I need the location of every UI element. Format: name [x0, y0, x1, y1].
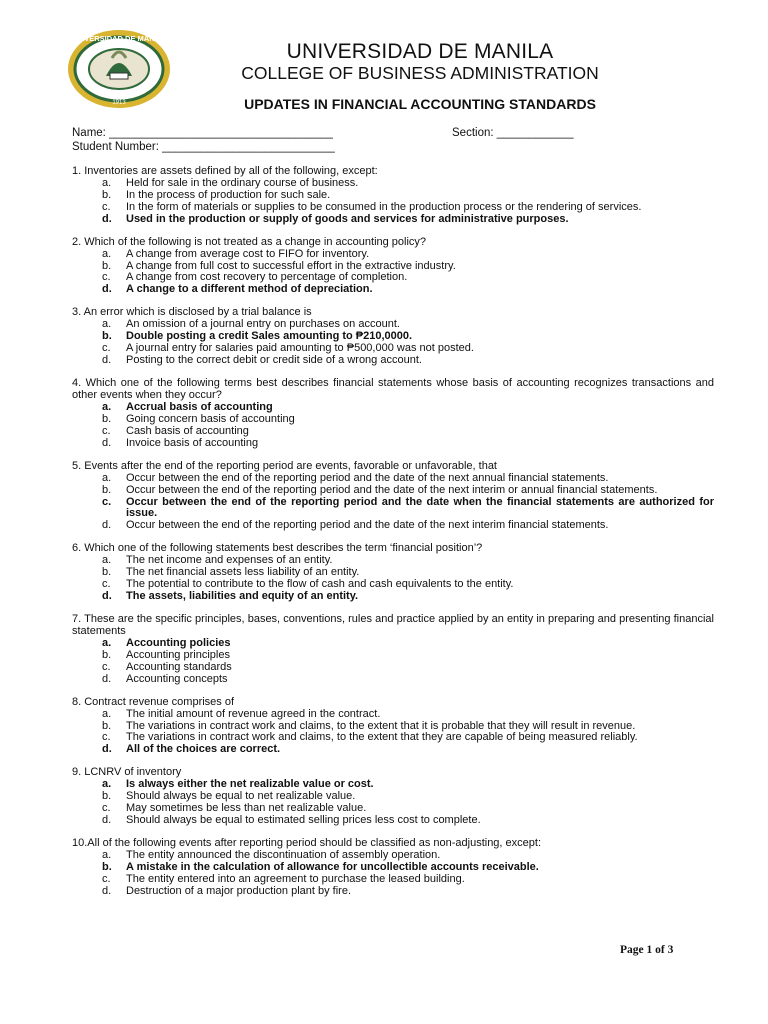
question-stem: 8. Contract revenue comprises of	[72, 695, 235, 708]
option-text: Accounting principles	[126, 648, 230, 661]
document-title: UPDATES IN FINANCIAL ACCOUNTING STANDARDS	[244, 96, 596, 112]
seal-ring-text: UNIVERSIDAD DE MANILA	[71, 34, 167, 43]
college-name: COLLEGE OF BUSINESS ADMINISTRATION	[241, 63, 599, 83]
question-1	[72, 166, 714, 226]
option-letter: d.	[102, 354, 112, 367]
option-letter: b.	[102, 483, 112, 496]
answer-option	[72, 190, 714, 202]
option-letter: b.	[102, 861, 112, 873]
answer-option	[72, 249, 714, 261]
seal-year: 1913	[112, 100, 126, 106]
option-text: A change to a different method of depreciation.	[126, 283, 373, 296]
option-text: Occur between the end of the reporting period and the date when the financial statements are authorized for issue.	[126, 495, 714, 520]
option-text: May sometimes be less than net realizable value.	[126, 802, 367, 815]
option-letter: a.	[102, 247, 112, 260]
option-letter: a.	[102, 636, 112, 649]
option-text: All of the choices are correct.	[126, 743, 281, 756]
answer-option	[72, 709, 714, 721]
answer-option	[72, 355, 714, 367]
answer-option	[72, 202, 714, 214]
answer-option	[72, 520, 714, 532]
option-text: Accrual basis of accounting	[126, 400, 273, 413]
option-letter: d.	[102, 436, 112, 449]
option-text: The assets, liabilities and equity of an entity.	[126, 590, 359, 603]
answer-option	[72, 284, 714, 296]
option-text: Destruction of a major production plant by fire.	[126, 884, 352, 897]
option-letter: d.	[102, 212, 112, 225]
option-letter: c.	[102, 495, 112, 508]
question-stem: 6. Which one of the following statements best describes the term ‘financial position’?	[72, 542, 483, 555]
question-2	[72, 237, 714, 297]
option-letter: b.	[102, 412, 112, 425]
option-letter: b.	[102, 259, 112, 272]
option-letter: d.	[102, 283, 112, 296]
question-10	[72, 838, 714, 898]
option-letter: c.	[102, 424, 111, 437]
option-letter: c.	[102, 660, 111, 673]
answer-option	[72, 662, 714, 674]
option-text: Double posting a credit Sales amounting to ₱210,0000.	[126, 330, 413, 343]
question-stem: 2. Which of the following is not treated as a change in accounting policy?	[72, 235, 427, 248]
option-letter: c.	[102, 342, 111, 355]
question-stem: 3. An error which is disclosed by a trial balance is	[72, 306, 312, 319]
question-5	[72, 461, 714, 532]
option-text: A change from full cost to successful effort in the extractive industry.	[126, 259, 456, 272]
option-text: An omission of a journal entry on purchases on account.	[126, 318, 400, 331]
option-letter: b.	[102, 648, 112, 661]
option-letter: a.	[102, 318, 112, 331]
university-name: UNIVERSIDAD DE MANILA	[286, 40, 554, 63]
answer-option	[72, 485, 714, 497]
option-text: In the process of production for such sale.	[126, 188, 331, 201]
option-text: Invoice basis of accounting	[126, 436, 259, 449]
option-text: In the form of materials or supplies to be consumed in the production process or the rendering of services.	[126, 200, 642, 213]
option-text: Held for sale in the ordinary course of business.	[126, 176, 359, 189]
option-text: A journal entry for salaries paid amounting to ₱500,000 was not posted.	[126, 342, 474, 355]
option-text: The net income and expenses of an entity.	[126, 554, 333, 567]
option-letter: d.	[102, 814, 112, 827]
option-text: The potential to contribute to the flow of cash and cash equivalents to the entity.	[126, 578, 514, 591]
answer-option	[72, 473, 714, 485]
option-text: Is always either the net realizable value or cost.	[126, 778, 374, 791]
question-list	[72, 166, 714, 909]
answer-option	[72, 886, 714, 898]
answer-option	[72, 438, 714, 450]
option-letter: c.	[102, 802, 111, 815]
option-letter: d.	[102, 590, 112, 603]
option-text: The net financial assets less liability of an entity.	[126, 566, 360, 579]
option-text: Used in the production or supply of goods and services for administrative purposes.	[126, 212, 569, 225]
question-stem: 10.All of the following events after reporting period should be classified as non-adjusting, except:	[72, 837, 542, 850]
option-letter: a.	[102, 471, 112, 484]
option-text: Going concern basis of accounting	[126, 412, 295, 425]
option-text: Accounting policies	[126, 636, 231, 649]
option-text: Cash basis of accounting	[126, 424, 249, 437]
question-stem: 4. Which one of the following terms best describes financial statements whose basis of accounting recognizes transactions and other events when they occur?	[72, 377, 714, 402]
option-letter: a.	[102, 707, 112, 720]
option-letter: b.	[102, 790, 112, 803]
option-letter: a.	[102, 778, 112, 791]
answer-option	[72, 414, 714, 426]
option-letter: c.	[102, 578, 111, 591]
question-4	[72, 378, 714, 449]
answer-option	[72, 591, 714, 603]
option-text: Occur between the end of the reporting period and the date of the next interim or annual financial statements.	[126, 483, 658, 496]
option-letter: a.	[102, 849, 112, 862]
question-8	[72, 697, 714, 757]
option-letter: d.	[102, 672, 112, 685]
option-letter: b.	[102, 566, 112, 579]
answer-option	[72, 674, 714, 686]
option-letter: d.	[102, 519, 112, 532]
option-letter: c.	[102, 200, 111, 213]
option-letter: b.	[102, 330, 112, 343]
question-stem: 1. Inventories are assets defined by all of the following, except:	[72, 165, 378, 177]
option-text: The initial amount of revenue agreed in the contract.	[126, 707, 381, 720]
option-text: The entity announced the discontinuation of assembly operation.	[126, 849, 441, 862]
question-3	[72, 307, 714, 367]
option-text: Occur between the end of the reporting period and the date of the next interim financial statements.	[126, 519, 609, 532]
option-text: Should always be equal to net realizable value.	[126, 790, 356, 803]
option-text: The entity entered into an agreement to purchase the leased building.	[126, 872, 465, 885]
student-number-field: Student Number: ___________________________	[72, 141, 335, 153]
option-letter: b.	[102, 719, 112, 732]
name-field: Name: ___________________________________	[72, 127, 333, 139]
question-6	[72, 543, 714, 603]
option-letter: d.	[102, 884, 112, 897]
question-stem: 7. These are the specific principles, bases, conventions, rules and practice applied by an entity in preparing and presenting financial statements	[72, 613, 714, 638]
option-text: Should always be equal to estimated selling prices less cost to complete.	[126, 814, 481, 827]
answer-option	[72, 744, 714, 756]
option-letter: a.	[102, 554, 112, 567]
question-9	[72, 767, 714, 827]
option-text: A change from average cost to FIFO for inventory.	[126, 247, 370, 260]
answer-option	[72, 214, 714, 226]
section-field: Section: ____________	[452, 127, 574, 139]
answer-option	[72, 650, 714, 662]
answer-option	[72, 497, 714, 521]
option-letter: c.	[102, 872, 111, 885]
university-seal-logo	[66, 28, 172, 110]
option-letter: d.	[102, 743, 112, 756]
question-7	[72, 614, 714, 685]
answer-option	[72, 815, 714, 827]
option-text: Posting to the correct debit or credit side of a wrong account.	[126, 354, 422, 367]
option-text: Accounting concepts	[126, 672, 228, 685]
option-text: A change from cost recovery to percentage of completion.	[126, 271, 408, 284]
option-letter: b.	[102, 188, 112, 201]
option-text: The variations in contract work and claims, to the extent that they are capable of being measured reliably.	[126, 731, 638, 744]
option-text: The variations in contract work and claims, to the extent that it is probable that they will result in revenue.	[126, 719, 636, 732]
option-letter: a.	[102, 400, 112, 413]
option-text: A mistake in the calculation of allowance for uncollectible accounts receivable.	[126, 861, 539, 873]
option-text: Occur between the end of the reporting period and the date of the next annual financial statements.	[126, 471, 609, 484]
option-text: Accounting standards	[126, 660, 232, 673]
option-letter: c.	[102, 731, 111, 744]
question-stem: 9. LCNRV of inventory	[72, 766, 182, 779]
option-letter: a.	[102, 176, 112, 189]
question-stem: 5. Events after the end of the reporting period are events, favorable or unfavorable, that	[72, 459, 497, 472]
option-letter: c.	[102, 271, 111, 284]
answer-option	[72, 426, 714, 438]
page-number: Page 1 of 3	[620, 944, 674, 956]
